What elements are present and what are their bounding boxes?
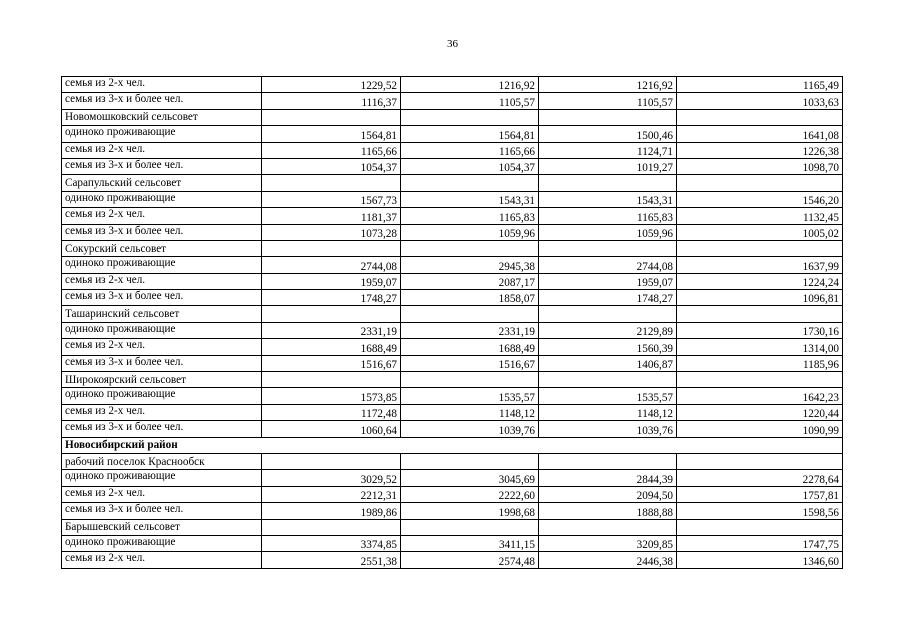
table-row: [62, 158, 843, 174]
district-header-row: [62, 437, 843, 453]
value-cell-col2: 1054,37: [401, 158, 539, 174]
value-cell-col3: 1748,27: [539, 290, 677, 306]
value-cell-col1: 1959,07: [262, 273, 401, 289]
settlement-name: Широкоярский сельсовет: [62, 372, 262, 388]
row-label: семья из 3-х и более чел.: [62, 355, 262, 371]
value-cell-col2: 1105,57: [401, 93, 539, 109]
value-cell-col2: 2087,17: [401, 273, 539, 289]
empty-cell: [401, 453, 539, 469]
empty-cell: [262, 519, 401, 535]
table-row: [62, 77, 843, 93]
table-row: [62, 486, 843, 502]
value-cell-col1: 1748,27: [262, 290, 401, 306]
table-row: [62, 93, 843, 109]
row-label: одиноко проживающие: [62, 322, 262, 338]
value-cell-col3: 2446,38: [539, 552, 677, 568]
settlement-header-row: [62, 240, 843, 256]
empty-cell: [401, 519, 539, 535]
table-row: [62, 339, 843, 355]
value-cell-col2: 1165,83: [401, 208, 539, 224]
settlement-header-row: [62, 372, 843, 388]
settlement-name: Ташаринский сельсовет: [62, 306, 262, 322]
value-cell-col4: 1220,44: [677, 404, 843, 420]
table-row: [62, 273, 843, 289]
value-cell-col3: 1535,57: [539, 388, 677, 404]
value-cell-col1: 1688,49: [262, 339, 401, 355]
value-cell-col3: 1105,57: [539, 93, 677, 109]
empty-cell: [539, 372, 677, 388]
settlement-name: Сарапульский сельсовет: [62, 175, 262, 191]
settlement-header-row: [62, 175, 843, 191]
table-row: [62, 191, 843, 207]
value-cell-col4: 1730,16: [677, 322, 843, 338]
table-row: [62, 322, 843, 338]
value-cell-col2: 1998,68: [401, 503, 539, 519]
table-row: [62, 388, 843, 404]
row-label: семья из 2-х чел.: [62, 486, 262, 502]
value-cell-col1: 1054,37: [262, 158, 401, 174]
value-cell-col4: 1165,49: [677, 77, 843, 93]
value-cell-col3: 2129,89: [539, 322, 677, 338]
value-cell-col2: 1165,66: [401, 142, 539, 158]
cost-table: [61, 76, 843, 569]
settlement-name: Новомошковский сельсовет: [62, 109, 262, 125]
empty-cell: [401, 175, 539, 191]
value-cell-col1: 1516,67: [262, 355, 401, 371]
value-cell-col4: 1132,45: [677, 208, 843, 224]
value-cell-col2: 1543,31: [401, 191, 539, 207]
value-cell-col2: 2222,60: [401, 486, 539, 502]
table-row: [62, 535, 843, 551]
row-label: одиноко проживающие: [62, 470, 262, 486]
empty-cell: [401, 109, 539, 125]
value-cell-col3: 2744,08: [539, 257, 677, 273]
row-label: одиноко проживающие: [62, 388, 262, 404]
value-cell-col4: 1005,02: [677, 224, 843, 240]
value-cell-col3: 1888,88: [539, 503, 677, 519]
value-cell-col1: 1564,81: [262, 126, 401, 142]
value-cell-col3: 1406,87: [539, 355, 677, 371]
value-cell-col1: 2551,38: [262, 552, 401, 568]
value-cell-col1: 1181,37: [262, 208, 401, 224]
value-cell-col2: 1148,12: [401, 404, 539, 420]
table-row: [62, 355, 843, 371]
value-cell-col3: 3209,85: [539, 535, 677, 551]
table-body: [62, 77, 843, 569]
row-label: семья из 2-х чел.: [62, 552, 262, 568]
row-label: семья из 2-х чел.: [62, 404, 262, 420]
value-cell-col4: 1598,56: [677, 503, 843, 519]
empty-cell: [262, 240, 401, 256]
empty-cell: [539, 519, 677, 535]
value-cell-col1: 1989,86: [262, 503, 401, 519]
value-cell-col4: 1090,99: [677, 421, 843, 437]
table-row: [62, 421, 843, 437]
value-cell-col3: 1148,12: [539, 404, 677, 420]
value-cell-col4: 1546,20: [677, 191, 843, 207]
value-cell-col2: 1858,07: [401, 290, 539, 306]
table-row: [62, 208, 843, 224]
value-cell-col3: 1216,92: [539, 77, 677, 93]
row-label: семья из 3-х и более чел.: [62, 503, 262, 519]
value-cell-col4: 2278,64: [677, 470, 843, 486]
empty-cell: [677, 453, 843, 469]
table-row: [62, 257, 843, 273]
table-row: [62, 470, 843, 486]
value-cell-col1: 1567,73: [262, 191, 401, 207]
row-label: семья из 3-х и более чел.: [62, 224, 262, 240]
value-cell-col1: 2744,08: [262, 257, 401, 273]
value-cell-col1: 1060,64: [262, 421, 401, 437]
empty-cell: [262, 109, 401, 125]
value-cell-col1: 1116,37: [262, 93, 401, 109]
value-cell-col2: 1216,92: [401, 77, 539, 93]
value-cell-col1: 2212,31: [262, 486, 401, 502]
value-cell-col2: 3411,15: [401, 535, 539, 551]
table-row: [62, 290, 843, 306]
table-row: [62, 142, 843, 158]
value-cell-col2: 1688,49: [401, 339, 539, 355]
value-cell-col2: 1059,96: [401, 224, 539, 240]
value-cell-col3: 1959,07: [539, 273, 677, 289]
table-row: [62, 404, 843, 420]
empty-cell: [539, 306, 677, 322]
value-cell-col1: 3374,85: [262, 535, 401, 551]
value-cell-col4: 1757,81: [677, 486, 843, 502]
empty-cell: [262, 453, 401, 469]
empty-cell: [539, 240, 677, 256]
value-cell-col4: 1224,24: [677, 273, 843, 289]
value-cell-col1: 2331,19: [262, 322, 401, 338]
value-cell-col4: 1637,99: [677, 257, 843, 273]
value-cell-col4: 1346,60: [677, 552, 843, 568]
row-label: семья из 2-х чел.: [62, 208, 262, 224]
value-cell-col1: 1165,66: [262, 142, 401, 158]
value-cell-col4: 1642,23: [677, 388, 843, 404]
table-row: [62, 552, 843, 568]
value-cell-col1: 3029,52: [262, 470, 401, 486]
table-row: [62, 503, 843, 519]
value-cell-col4: 1747,75: [677, 535, 843, 551]
value-cell-col2: 1564,81: [401, 126, 539, 142]
row-label: семья из 2-х чел.: [62, 142, 262, 158]
row-label: семья из 3-х и более чел.: [62, 421, 262, 437]
settlement-header-row: [62, 109, 843, 125]
value-cell-col3: 1500,46: [539, 126, 677, 142]
value-cell-col3: 1039,76: [539, 421, 677, 437]
value-cell-col2: 3045,69: [401, 470, 539, 486]
row-label: семья из 3-х и более чел.: [62, 158, 262, 174]
value-cell-col2: 1039,76: [401, 421, 539, 437]
value-cell-col2: 2574,48: [401, 552, 539, 568]
empty-cell: [401, 306, 539, 322]
row-label: семья из 3-х и более чел.: [62, 290, 262, 306]
value-cell-col1: 1073,28: [262, 224, 401, 240]
value-cell-col3: 1560,39: [539, 339, 677, 355]
value-cell-col3: 1165,83: [539, 208, 677, 224]
empty-cell: [677, 240, 843, 256]
row-label: семья из 2-х чел.: [62, 339, 262, 355]
value-cell-col4: 1641,08: [677, 126, 843, 142]
value-cell-col3: 1124,71: [539, 142, 677, 158]
row-label: одиноко проживающие: [62, 126, 262, 142]
empty-cell: [539, 109, 677, 125]
settlement-header-row: [62, 306, 843, 322]
settlement-header-row: [62, 519, 843, 535]
settlement-name: рабочий поселок Краснообск: [62, 453, 262, 469]
empty-cell: [677, 519, 843, 535]
settlement-name: Сокурский сельсовет: [62, 240, 262, 256]
settlement-name: Барышевский сельсовет: [62, 519, 262, 535]
value-cell-col4: 1033,63: [677, 93, 843, 109]
empty-cell: [401, 372, 539, 388]
value-cell-col1: 1229,52: [262, 77, 401, 93]
page-number: 36: [447, 38, 458, 50]
empty-cell: [677, 306, 843, 322]
empty-cell: [262, 306, 401, 322]
empty-cell: [677, 109, 843, 125]
value-cell-col3: 2094,50: [539, 486, 677, 502]
value-cell-col3: 1059,96: [539, 224, 677, 240]
empty-cell: [401, 240, 539, 256]
value-cell-col3: 2844,39: [539, 470, 677, 486]
value-cell-col1: 1573,85: [262, 388, 401, 404]
row-label: семья из 2-х чел.: [62, 273, 262, 289]
value-cell-col2: 2331,19: [401, 322, 539, 338]
value-cell-col1: 1172,48: [262, 404, 401, 420]
table-row: [62, 224, 843, 240]
value-cell-col4: 1185,96: [677, 355, 843, 371]
row-label: одиноко проживающие: [62, 257, 262, 273]
value-cell-col4: 1098,70: [677, 158, 843, 174]
value-cell-col2: 1535,57: [401, 388, 539, 404]
empty-cell: [539, 175, 677, 191]
empty-cell: [262, 175, 401, 191]
row-label: одиноко проживающие: [62, 535, 262, 551]
value-cell-col2: 2945,38: [401, 257, 539, 273]
row-label: одиноко проживающие: [62, 191, 262, 207]
settlement-header-row: [62, 453, 843, 469]
table-row: [62, 126, 843, 142]
value-cell-col3: 1019,27: [539, 158, 677, 174]
empty-cell: [677, 372, 843, 388]
empty-cell: [262, 372, 401, 388]
value-cell-col4: 1314,00: [677, 339, 843, 355]
row-label: семья из 3-х и более чел.: [62, 93, 262, 109]
value-cell-col4: 1226,38: [677, 142, 843, 158]
district-name: Новосибирский район: [62, 437, 843, 453]
empty-cell: [539, 453, 677, 469]
value-cell-col4: 1096,81: [677, 290, 843, 306]
empty-cell: [677, 175, 843, 191]
value-cell-col3: 1543,31: [539, 191, 677, 207]
row-label: семья из 2-х чел.: [62, 77, 262, 93]
value-cell-col2: 1516,67: [401, 355, 539, 371]
